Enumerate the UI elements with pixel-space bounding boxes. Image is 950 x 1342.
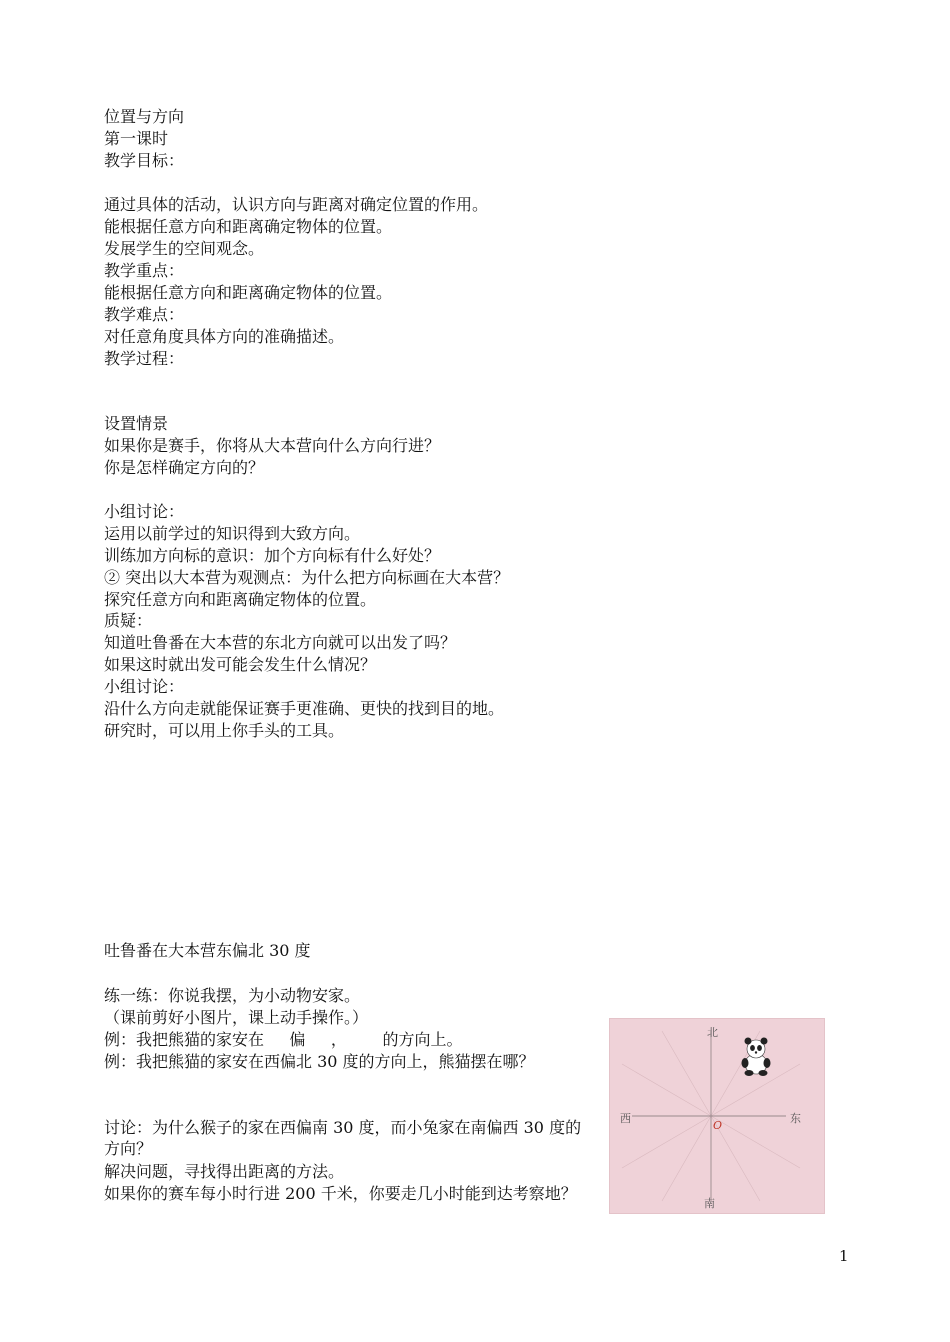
doubt-heading: 质疑： xyxy=(104,611,153,630)
key-point: 能根据任意方向和距离确定物体的位置。 xyxy=(104,283,393,302)
group-question: 沿什么方向走就能保证赛手更准确、更快的找到目的地。 xyxy=(104,699,505,718)
origin-label: O xyxy=(713,1119,723,1132)
page-number: 1 xyxy=(839,1247,849,1265)
west-label: 西 xyxy=(620,1112,631,1125)
scenario-question: 如果你是赛手，你将从大本营向什么方向行进？ xyxy=(104,436,441,455)
group-heading: 小组讨论： xyxy=(104,502,185,521)
discussion-question: 讨论：为什么猴子的家在西偏南 30 度，而小兔家在南偏西 30 度的方向？ xyxy=(104,1118,582,1158)
solve-line: 解决问题，寻找得出距离的方法。 xyxy=(104,1162,345,1181)
panda-icon xyxy=(742,1038,771,1077)
goal-item: 发展学生的空间观念。 xyxy=(104,239,265,258)
difficulty-heading: 教学难点： xyxy=(104,305,185,324)
practice-note: （课前剪好小图片，课上动手操作。） xyxy=(104,1008,369,1027)
north-label: 北 xyxy=(707,1026,718,1039)
goal-item: 能根据任意方向和距离确定物体的位置。 xyxy=(104,217,393,236)
scenario-question: 你是怎样确定方向的？ xyxy=(104,458,265,477)
doubt-question: 如果这时就出发可能会发生什么情况？ xyxy=(104,655,377,674)
car-question: 如果你的赛车每小时行进 200 千米，你要走几小时能到达考察地？ xyxy=(104,1184,577,1203)
difficulty-text: 对任意角度具体方向的准确描述。 xyxy=(104,327,345,346)
key-heading: 教学重点： xyxy=(104,261,185,280)
example-line: 例：我把熊猫的家安在 偏 ， 的方向上。 xyxy=(104,1030,463,1049)
group-item: 训练加方向标的意识：加个方向标有什么好处？ xyxy=(104,546,441,565)
group-heading: 小组讨论： xyxy=(104,677,185,696)
group-item: 运用以前学过的知识得到大致方向。 xyxy=(104,524,361,543)
group-item: 探究任意方向和距离确定物体的位置。 xyxy=(104,590,377,609)
example-line: 例：我把熊猫的家安在西偏北 30 度的方向上，熊猫摆在哪？ xyxy=(104,1052,535,1071)
group-question: 研究时，可以用上你手头的工具。 xyxy=(104,721,345,740)
practice-heading: 练一练：你说我摆，为小动物安家。 xyxy=(104,986,361,1005)
south-label: 南 xyxy=(704,1197,715,1210)
group-item: ② 突出以大本营为观测点：为什么把方向标画在大本营？ xyxy=(104,568,510,587)
lesson-label: 第一课时 xyxy=(104,129,169,148)
direction-figure xyxy=(609,1018,825,1214)
doc-title: 位置与方向 xyxy=(104,107,185,126)
turpan-statement: 吐鲁番在大本营东偏北 30 度 xyxy=(104,941,311,960)
doubt-question: 知道吐鲁番在大本营的东北方向就可以出发了吗？ xyxy=(104,633,457,652)
process-heading: 教学过程： xyxy=(104,349,185,368)
goal-item: 通过具体的活动，认识方向与距离对确定位置的作用。 xyxy=(104,195,489,214)
goals-heading: 教学目标： xyxy=(104,151,185,170)
scenario-heading: 设置情景 xyxy=(104,414,169,433)
east-label: 东 xyxy=(790,1112,801,1125)
